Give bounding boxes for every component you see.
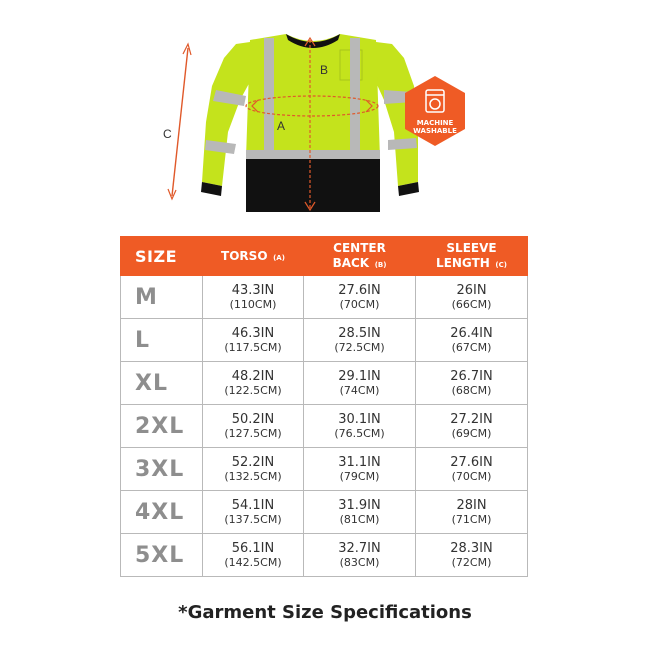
cm-value: (132.5CM) (224, 470, 282, 483)
inch-value: 28IN (456, 498, 487, 513)
table-row (121, 491, 528, 534)
badge-line-2: WASHABLE (413, 127, 457, 135)
inch-value: 52.2IN (231, 455, 275, 470)
machine-washable-badge (401, 74, 469, 148)
center-back-cell (304, 534, 416, 577)
size-cell: XL (121, 362, 203, 405)
garment-spec-note: *Garment Size Specifications (178, 602, 472, 623)
table-row (121, 448, 528, 491)
label-b: B (320, 63, 329, 77)
sleeve-length-cell (416, 362, 528, 405)
shirt-body (246, 34, 380, 212)
cm-value: (70CM) (339, 298, 380, 311)
header-center-back: CENTER BACK (B) (304, 237, 416, 276)
inch-value: 43.3IN (231, 283, 275, 298)
cm-value: (83CM) (339, 556, 380, 569)
center-back-cell (304, 276, 416, 319)
size-cell: 5XL (121, 534, 203, 577)
cm-value: (122.5CM) (224, 384, 282, 397)
inch-value: 27.2IN (450, 412, 493, 427)
sleeve-length-cell (416, 405, 528, 448)
size-cell: M (121, 276, 203, 319)
table-row (121, 405, 528, 448)
inch-value: 31.9IN (338, 498, 381, 513)
inch-value: 54.1IN (231, 498, 275, 513)
label-a: A (277, 119, 286, 133)
inch-value: 28.3IN (450, 541, 493, 556)
center-back-cell (304, 491, 416, 534)
cm-value: (74CM) (339, 384, 380, 397)
cm-value: (72.5CM) (334, 341, 385, 354)
inch-value: 27.6IN (450, 455, 493, 470)
torso-cell (203, 448, 304, 491)
sleeve-length-cell (416, 276, 528, 319)
inch-value: 26.4IN (450, 326, 493, 341)
cm-value: (81CM) (339, 513, 380, 526)
torso-cell (203, 319, 304, 362)
inch-value: 26IN (456, 283, 487, 298)
label-c: C (163, 127, 172, 141)
size-chart-table (120, 236, 528, 577)
torso-cell (203, 491, 304, 534)
sleeve-length-cell (416, 534, 528, 577)
garment-diagram (0, 0, 650, 230)
badge-label (401, 119, 469, 135)
cm-value: (72CM) (451, 556, 492, 569)
cm-value: (76.5CM) (334, 427, 385, 440)
size-cell: 3XL (121, 448, 203, 491)
table-row (121, 276, 528, 319)
inch-value: 27.6IN (338, 283, 381, 298)
torso-cell (203, 534, 304, 577)
sleeve-length-cell (416, 448, 528, 491)
cm-value: (142.5CM) (224, 556, 282, 569)
inch-value: 48.2IN (231, 369, 275, 384)
inch-value: 32.7IN (338, 541, 381, 556)
cm-value: (79CM) (339, 470, 380, 483)
inch-value: 56.1IN (231, 541, 275, 556)
cm-value: (117.5CM) (224, 341, 282, 354)
cm-value: (69CM) (451, 427, 492, 440)
inch-value: 26.7IN (450, 369, 493, 384)
cm-value: (70CM) (451, 470, 492, 483)
center-back-cell (304, 448, 416, 491)
badge-line-1: MACHINE (416, 119, 454, 127)
center-back-cell (304, 405, 416, 448)
inch-value: 46.3IN (231, 326, 275, 341)
sleeve-length-cell (416, 319, 528, 362)
center-back-cell (304, 319, 416, 362)
size-cell: L (121, 319, 203, 362)
left-sleeve (201, 42, 252, 196)
cm-value: (137.5CM) (224, 513, 282, 526)
inch-value: 28.5IN (338, 326, 381, 341)
table-row (121, 362, 528, 405)
size-cell: 4XL (121, 491, 203, 534)
cm-value: (71CM) (451, 513, 492, 526)
torso-cell (203, 362, 304, 405)
size-cell: 2XL (121, 405, 203, 448)
center-back-cell (304, 362, 416, 405)
cm-value: (68CM) (451, 384, 492, 397)
torso-cell (203, 405, 304, 448)
inch-value: 30.1IN (338, 412, 381, 427)
header-sleeve-length: SLEEVE LENGTH (C) (416, 237, 528, 276)
cm-value: (110CM) (229, 298, 277, 311)
header-size: SIZE (121, 237, 203, 276)
cm-value: (127.5CM) (224, 427, 282, 440)
table-row (121, 534, 528, 577)
cm-value: (67CM) (451, 341, 492, 354)
header-torso: TORSO (A) (203, 237, 304, 276)
table-row (121, 319, 528, 362)
hexagon-icon (401, 74, 469, 148)
sleeve-length-cell (416, 491, 528, 534)
inch-value: 50.2IN (231, 412, 275, 427)
table-header-row (121, 237, 528, 276)
cm-value: (66CM) (451, 298, 492, 311)
inch-value: 31.1IN (338, 455, 381, 470)
torso-cell (203, 276, 304, 319)
inch-value: 29.1IN (338, 369, 381, 384)
